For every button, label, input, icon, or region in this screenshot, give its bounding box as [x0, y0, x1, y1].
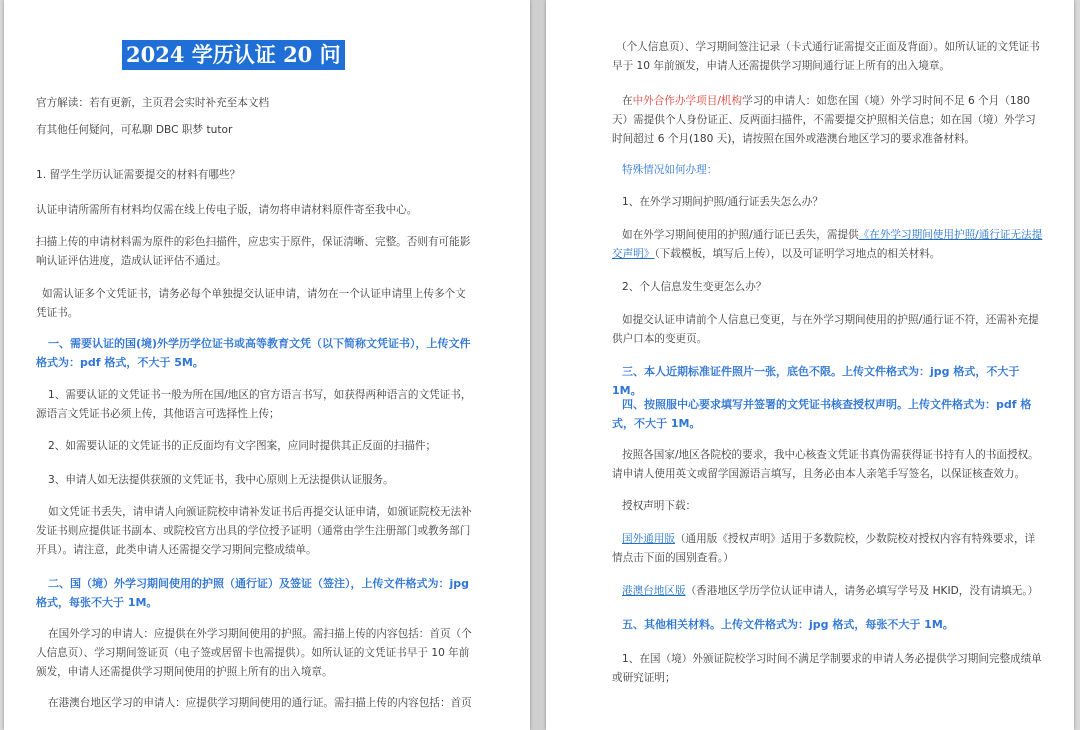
paragraph-general-version: [612, 530, 1044, 568]
statement-template-link[interactable]: 《在外学习期间使用护照/通行证无法提交声明》: [612, 229, 1043, 260]
paragraph-sino-foreign: [612, 92, 1044, 149]
heading-section-2: 二、国（境）外学习期间使用的护照（通行证）及签证（签注），上传文件格式为：jpg 格式，每张不大于 1M。: [36, 577, 470, 609]
paragraph-scan-requirements: 扫描上传的申请材料需为原件的彩色扫描件，应忠实于原件，保证清晰、完整。否则有可能影响认证评估进度，造成认证评估不通过。: [36, 236, 471, 267]
paragraph-multiple-certificates: 如需认证多个文凭证书，请务必每个单独提交认证申请，请勿在一个认证申请里上传多个文凭证书。: [36, 288, 466, 319]
question-1: 1. 留学生学历认证需要提交的材料有哪些？: [36, 169, 241, 181]
paragraph-no-certificate: 3、申请人如无法提供获颁的文凭证书，我中心原则上无法提供认证服务。: [48, 474, 394, 486]
paragraph-hmt-version: [612, 582, 1044, 601]
paragraph-upload-online: 认证申请所需所有材料均仅需在线上传电子版，请勿将申请材料原件寄至我中心。: [36, 204, 418, 216]
heading-section-1: 一、需要认证的国(境)外学历学位证书或高等教育文凭（以下简称文凭证书），上传文件格式为：pdf 格式，不大于 5M。: [36, 337, 471, 369]
page-gutter: [530, 0, 546, 730]
general-version-note: （通用版《授权声明》适用于多数院校，少数院校对授权内容有特殊要求，详情点击下面的国别查看。）: [612, 533, 1036, 564]
question-info-change: 2、个人信息发生变更怎么办？: [622, 281, 767, 293]
paragraph-hk-macau-taiwan: 在港澳台地区学习的申请人：应提供学习期间使用的通行证。需扫描上传的内容包括：首页: [48, 697, 472, 709]
hmt-version-note: （香港地区学历学位认证申请人，请务必填写学号及 HKID，没有请填无。）: [685, 585, 1039, 597]
heading-section-3: 三、本人近期标准证件照片一张，底色不限。上传文件格式为：jpg 格式，不大于 1M。: [612, 365, 1020, 397]
heading-section-4: 四、按照服中心要求填写并签署的文凭证书核查授权声明。上传文件格式为：pdf 格式，不大于 1M。: [612, 398, 1032, 430]
general-version-link[interactable]: 国外通用版: [622, 533, 675, 545]
question-passport-lost: 1、在外学习期间护照/通行证丢失怎么办？: [622, 196, 823, 208]
sino-foreign-prefix: 在: [622, 95, 633, 107]
paragraph-front-back: 2、如需要认证的文凭证书的正反面均有文字图案，应同时提供其正反面的扫描件；: [48, 440, 437, 452]
paragraph-permit-continued: （个人信息页）、学习期间签注记录（卡式通行证需提交正面及背面）。如所认证的文凭证书早于 10 年前颁发，申请人还需提供学习期间通行证上所有的出入境章。: [612, 41, 1040, 72]
paragraph-info-change: 如提交认证申请前个人信息已变更，与在外学习期间使用的护照/通行证不符，还需补充提供户口本的变更页。: [612, 314, 1039, 345]
document-title: 2024 学历认证 20 问: [122, 40, 345, 70]
paragraph-official-language: 1、需要认证的文凭证书一般为所在国/地区的官方语言书写，如获得两种语言的文凭证书，源语言文凭证书必须上传，其他语言可选择性上传；: [36, 389, 472, 420]
document-page-left: [4, 0, 530, 730]
document-page-right: [546, 0, 1074, 730]
paragraph-transcript-requirement: 1、在国（境）外颁证院校学习时间不满足学制要求的申请人务必提供学习期间完整成绩单或研究证明；: [612, 653, 1042, 684]
intro-contact: 有其他任何疑问，可私聊 DBC 职梦 tutor: [36, 124, 233, 136]
paragraph-lost-certificate: 如文凭证书丢失，请申请人向颁证院校申请补发证书后再提交认证申请，如颁证院校无法补发证书则应提供证书副本、或院校官方出具的学位授予证明（通常由学生注册部门或教务部门开具）。请注意，此类申请人还需提交学习期间完整成绩单。: [36, 506, 472, 556]
sino-foreign-highlight: 中外合作办学项目/机构: [632, 95, 743, 107]
heading-section-5: 五、其他相关材料。上传文件格式为：jpg 格式，每张不大于 1M。: [622, 618, 954, 631]
paragraph-abroad-passport: 在国外学习的申请人：应提供在外学习期间使用的护照。需扫描上传的内容包括：首页（个人信息页）、学习期间签证页（电子签或居留卡也需提供）。如所认证的文凭证书早于 10 年前颁发，申请人还需提供学习期间使用的护照上所有的出入境章。: [36, 628, 472, 678]
paragraph-passport-lost: [612, 226, 1044, 264]
hmt-version-link[interactable]: 港澳台地区版: [622, 585, 686, 597]
sino-foreign-body: 学习的申请人：如您在国（境）外学习时间不足 6 个月（180 天）需提供个人身份证正、反两面扫描件，不需要提交护照相关信息；如在国（境）外学习时间超过 6 个月(180 天)，请按照在国外或港澳台地区学习的要求准备材料。: [612, 95, 1036, 145]
label-statement-download: 授权声明下载：: [622, 500, 697, 512]
heading-special-cases: 特殊情况如何办理：: [622, 164, 718, 176]
passport-lost-prefix: 如在外学习期间使用的护照/通行证已丢失，需提供: [622, 229, 859, 241]
paragraph-authorization: 按照各国家/地区各院校的要求，我中心核查文凭证书真伪需获得证书持有人的书面授权。请申请人使用英文或留学国源语言填写，且务必由本人亲笔手写签名，以保证核查效力。: [612, 449, 1039, 480]
passport-lost-suffix: （下载模板，填写后上传），以及可证明学习地点的相关材料。: [654, 248, 941, 260]
intro-official: 官方解读：若有更新，主页君会实时补充至本文档: [36, 97, 270, 109]
